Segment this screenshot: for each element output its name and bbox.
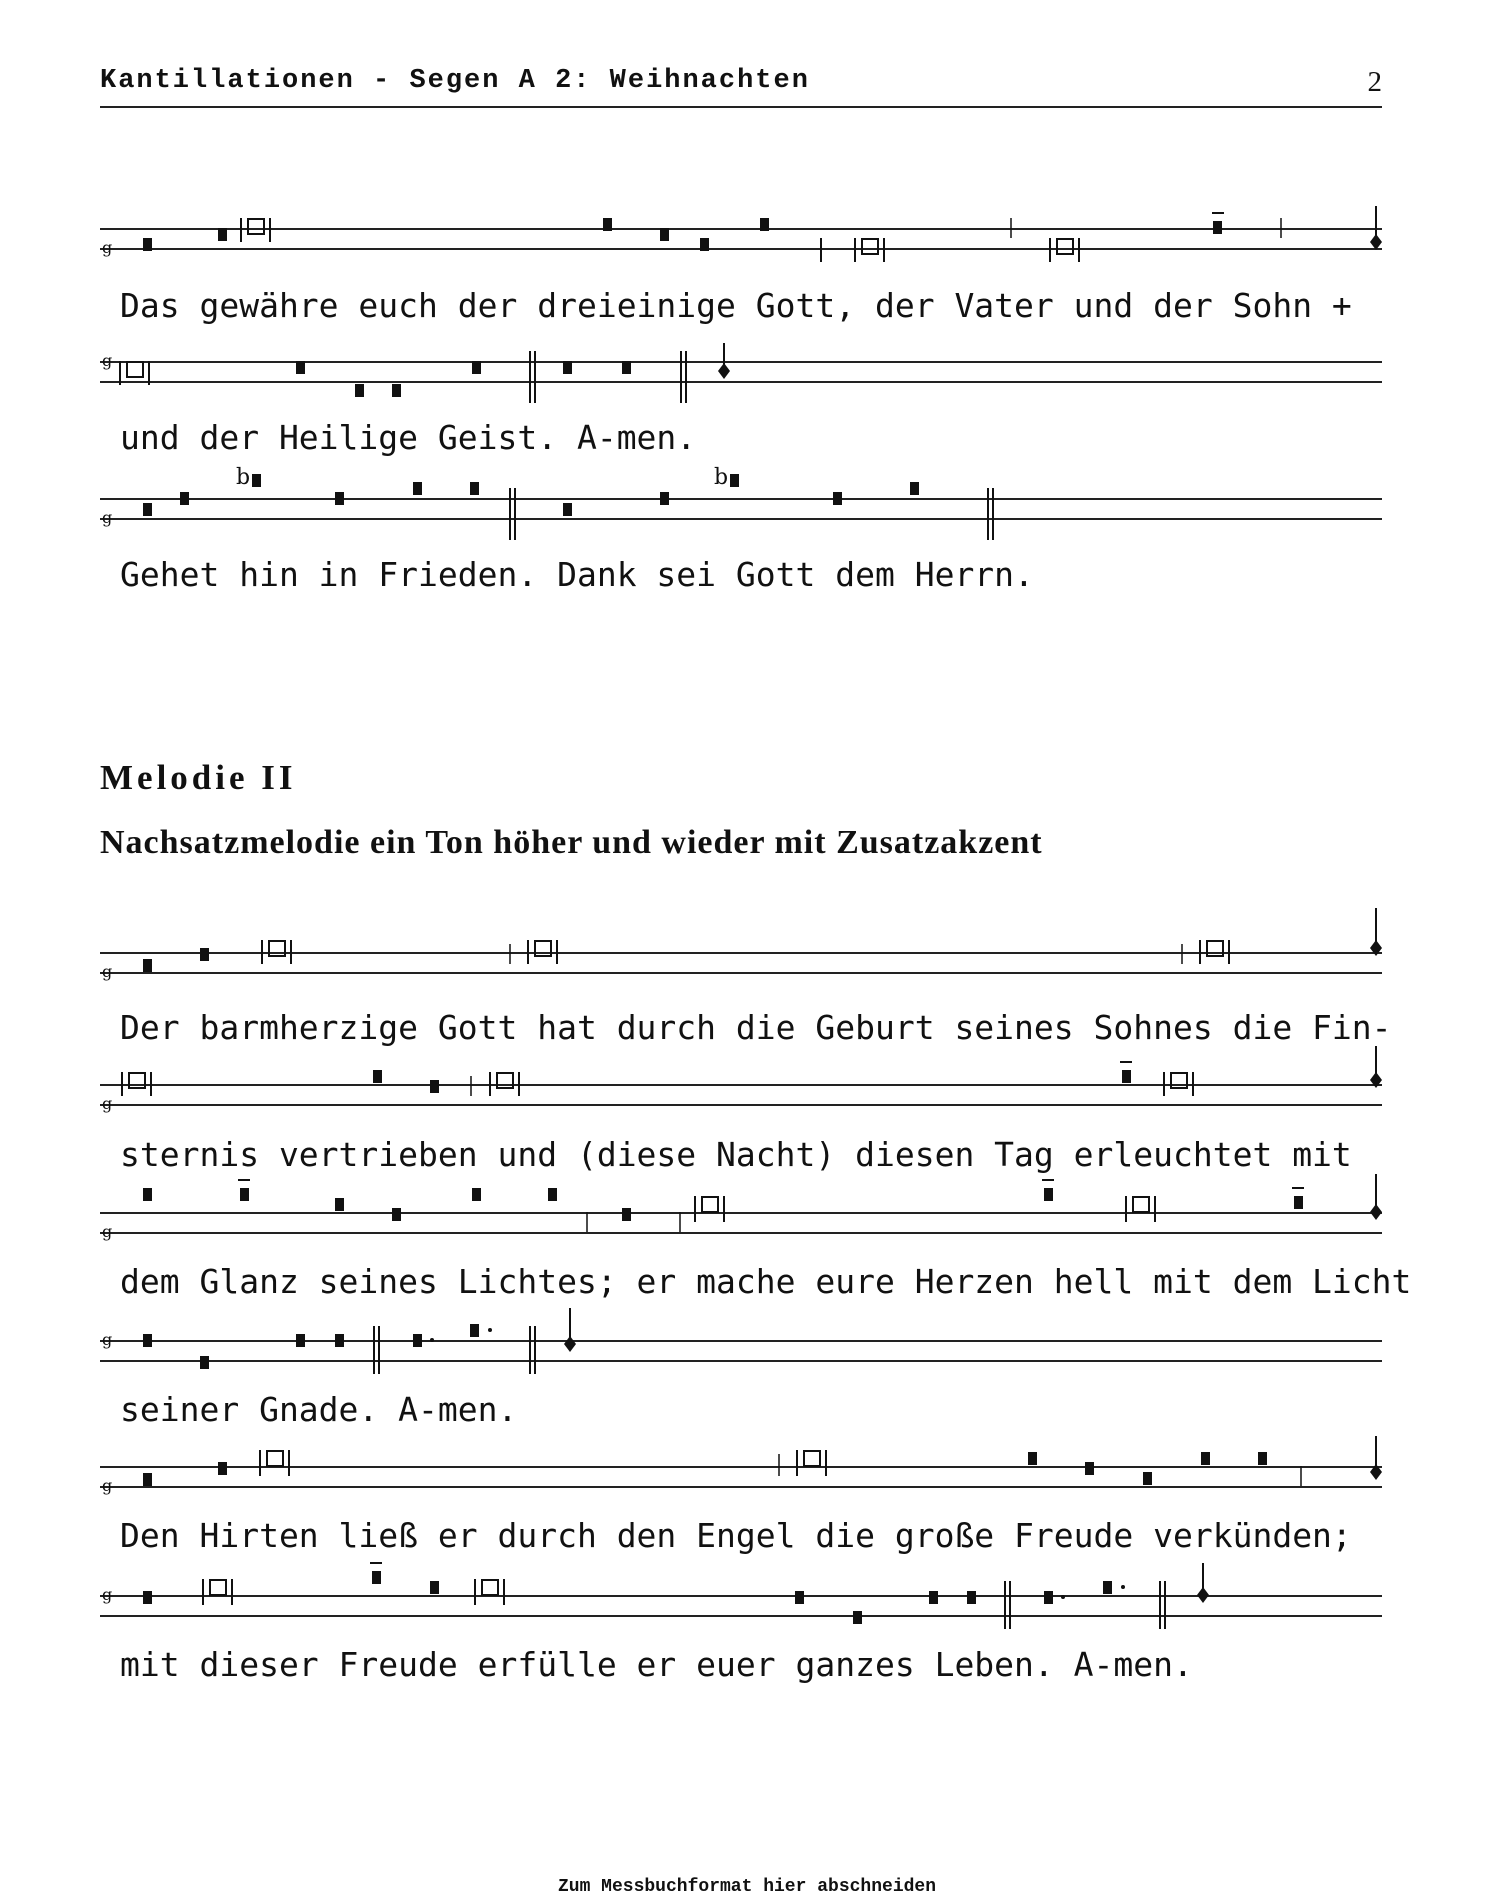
clef-g: g: [102, 1222, 113, 1241]
chant-staff-6: [100, 1202, 1382, 1246]
clef-g: g: [102, 962, 113, 981]
lyric-line: Der barmherzige Gott hat durch die Geburt seines Sohnes die Fin-: [120, 1008, 1392, 1047]
chant-staff-1: [100, 218, 1382, 262]
chant-staff-5: [100, 1074, 1382, 1118]
chant-staff-8: [100, 1456, 1382, 1500]
lyric-line: Gehet hin in Frieden. Dank sei Gott dem Herrn.: [120, 555, 1034, 594]
chant-notes-6: [100, 1202, 1382, 1246]
chant-notes-7: [100, 1330, 1382, 1374]
lyric-line: Den Hirten ließ er durch den Engel die große Freude verkünden;: [120, 1516, 1352, 1555]
lyric-line: seiner Gnade. A-men.: [120, 1390, 518, 1429]
chant-notes-3: [100, 465, 1382, 532]
clef-g: g: [102, 1476, 113, 1495]
flat-sign: b: [714, 465, 729, 490]
clef-g: g: [102, 238, 113, 257]
lyric-line: dem Glanz seines Lichtes; er mache eure Herzen hell mit dem Licht: [120, 1262, 1412, 1301]
lyric-line: Das gewähre euch der dreieinige Gott, der Vater und der Sohn +: [120, 286, 1352, 325]
chant-staff-2: [100, 351, 1382, 395]
chant-notes-1: [100, 218, 1382, 262]
lyric-line: und der Heilige Geist. A-men.: [120, 418, 697, 457]
clef-g: g: [102, 508, 113, 527]
page-header: [100, 66, 1382, 108]
lyric-line: mit dieser Freude erfülle er euer ganzes Leben. A-men.: [120, 1645, 1193, 1684]
chant-notes-9: [100, 1585, 1382, 1629]
section-subtitle: Nachsatzmelodie ein Ton höher und wieder mit Zusatzakzent: [100, 824, 1043, 861]
chant-staff-7: [100, 1330, 1382, 1374]
chant-staff-9: [100, 1585, 1382, 1629]
flat-sign: b: [236, 465, 251, 490]
chant-staff-4: [100, 942, 1382, 986]
lyric-line: sternis vertrieben und (diese Nacht) diesen Tag erleuchtet mit: [120, 1135, 1352, 1174]
header-title: Kantillationen - Segen A 2: Weihnachten: [100, 66, 810, 96]
chant-notes-5: [100, 1074, 1382, 1118]
clef-g: g: [102, 1094, 113, 1113]
footer-note: Zum Messbuchformat hier abschneiden: [557, 1877, 937, 1897]
page-number: 2: [1367, 66, 1382, 98]
clef-g: g: [102, 1330, 113, 1349]
section-title: Melodie II: [100, 758, 297, 797]
clef-g: g: [102, 351, 113, 370]
chant-notes-4: [100, 942, 1382, 986]
chant-notes-2: [100, 351, 1382, 395]
chant-notes-8: [100, 1456, 1382, 1500]
clef-g: g: [102, 1585, 113, 1604]
chant-staff-3: [100, 465, 1382, 532]
